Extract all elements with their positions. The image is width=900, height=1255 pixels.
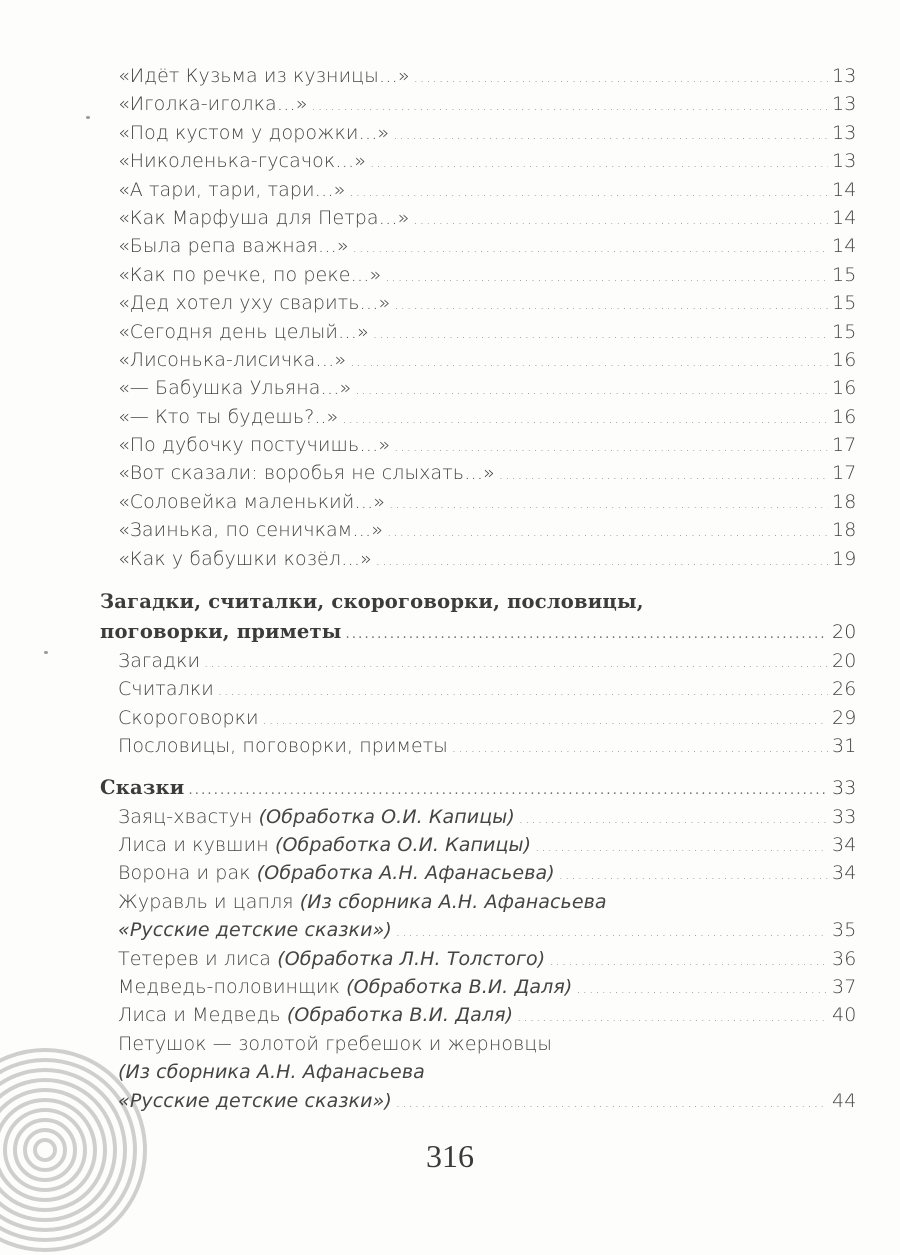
entry-page: 16 bbox=[832, 348, 857, 371]
entry-page: 18 bbox=[832, 519, 857, 542]
toc-entry-line2[interactable] bbox=[100, 1058, 850, 1086]
dot-leader bbox=[549, 948, 828, 976]
dot-leader bbox=[385, 264, 828, 292]
section-title: Загадки, считалки, скороговорки, пословицы, bbox=[100, 590, 644, 614]
toc-entry[interactable] bbox=[100, 704, 857, 732]
entry-title: «Дед хотел уху сварить…» bbox=[118, 292, 391, 315]
entry-page: 29 bbox=[832, 706, 857, 729]
dot-leader bbox=[559, 862, 828, 890]
dot-leader bbox=[394, 292, 828, 320]
entry-page: 44 bbox=[832, 1089, 857, 1112]
entry-page: 13 bbox=[832, 93, 857, 116]
dot-leader bbox=[414, 65, 828, 93]
toc-entry[interactable] bbox=[100, 119, 857, 147]
dot-leader bbox=[312, 93, 828, 121]
toc-entry[interactable] bbox=[100, 431, 857, 459]
toc-entry[interactable] bbox=[100, 289, 857, 317]
toc-entry[interactable] bbox=[100, 516, 857, 544]
entry-title: Журавль и цапля bbox=[118, 890, 294, 913]
entry-title: Заяц-хвастун bbox=[118, 805, 253, 828]
scan-speck bbox=[44, 651, 48, 654]
entry-page: 14 bbox=[832, 235, 857, 258]
toc-entry[interactable] bbox=[100, 831, 857, 859]
section-heading-riddles[interactable] bbox=[100, 617, 857, 647]
toc-entry[interactable] bbox=[100, 346, 857, 374]
section-title: Сказки bbox=[100, 775, 185, 799]
dot-leader bbox=[218, 678, 828, 706]
entry-source: (Обработка А.Н. Афанасьева) bbox=[256, 862, 555, 885]
dot-leader bbox=[349, 179, 828, 207]
entry-source: (Обработка О.И. Капицы) bbox=[274, 833, 532, 856]
toc-entry[interactable] bbox=[100, 176, 857, 204]
entry-source: (Обработка В.И. Даля) bbox=[286, 1004, 514, 1027]
entry-page: 14 bbox=[832, 178, 857, 201]
entry-page: 40 bbox=[832, 1004, 857, 1027]
entry-title: «— Бабушка Ульяна…» bbox=[118, 377, 352, 400]
toc-entry[interactable] bbox=[100, 803, 857, 831]
toc-entry[interactable] bbox=[100, 916, 857, 944]
entry-source: (Из сборника А.Н. Афанасьева bbox=[299, 890, 607, 913]
entry-page: 13 bbox=[832, 150, 857, 173]
table-of-contents bbox=[100, 62, 857, 1115]
dot-leader bbox=[188, 776, 828, 806]
entry-page: 18 bbox=[832, 490, 857, 513]
dot-leader bbox=[393, 122, 828, 150]
entry-page: 15 bbox=[832, 263, 857, 286]
toc-entry[interactable] bbox=[100, 675, 857, 703]
entry-title: Загадки bbox=[118, 650, 201, 673]
entry-page: 37 bbox=[832, 975, 857, 998]
dot-leader bbox=[519, 806, 828, 834]
entry-title: Пословицы, поговорки, приметы bbox=[118, 735, 448, 758]
toc-entry[interactable] bbox=[100, 261, 857, 289]
dot-leader bbox=[350, 349, 828, 377]
entry-page: 20 bbox=[832, 650, 857, 673]
toc-entry[interactable] bbox=[100, 545, 857, 573]
entry-title: «— Кто ты будешь?..» bbox=[118, 405, 339, 428]
entry-title: Петушок — золотой гребешок и жерновцы bbox=[118, 1032, 552, 1055]
dot-leader bbox=[387, 519, 828, 547]
dot-leader bbox=[370, 150, 828, 178]
dot-leader bbox=[535, 834, 828, 862]
entry-title: Скороговорки bbox=[118, 706, 259, 729]
entry-page: 34 bbox=[832, 862, 857, 885]
entry-title: «Вот сказали: воробья не слыхать…» bbox=[118, 462, 495, 485]
dot-leader bbox=[204, 650, 828, 678]
toc-entry[interactable] bbox=[100, 403, 857, 431]
toc-entry[interactable] bbox=[100, 232, 857, 260]
entry-source: (Из сборника А.Н. Афанасьева bbox=[118, 1061, 425, 1084]
toc-entry[interactable] bbox=[100, 204, 857, 232]
entry-title: Тетерев и лиса bbox=[118, 947, 272, 970]
entry-title: «Сегодня день целый…» bbox=[118, 320, 369, 343]
dot-leader bbox=[263, 707, 828, 735]
toc-entry[interactable] bbox=[100, 318, 857, 346]
dot-leader bbox=[396, 919, 828, 947]
entry-source: «Русские детские сказки») bbox=[118, 1089, 392, 1112]
dot-leader bbox=[499, 462, 828, 490]
dot-leader bbox=[394, 434, 828, 462]
entry-source: «Русские детские сказки») bbox=[118, 919, 392, 942]
entry-title: «Николенька-гусачок…» bbox=[118, 150, 367, 173]
entry-title: «По дубочку постучишь…» bbox=[118, 434, 391, 457]
toc-entry[interactable] bbox=[100, 647, 857, 675]
entry-page: 26 bbox=[832, 678, 857, 701]
toc-entry-line1[interactable] bbox=[100, 888, 850, 916]
toc-entry[interactable] bbox=[100, 1001, 857, 1029]
toc-entry[interactable] bbox=[100, 732, 857, 760]
entry-source: (Обработка О.И. Капицы) bbox=[258, 805, 515, 828]
entry-page: 16 bbox=[832, 377, 857, 400]
entry-title: «Была репа важная…» bbox=[118, 235, 349, 258]
entry-page: 31 bbox=[832, 735, 857, 758]
toc-entry[interactable] bbox=[100, 90, 857, 118]
entry-title: Ворона и рак bbox=[118, 862, 251, 885]
toc-entry[interactable] bbox=[100, 1087, 857, 1115]
dot-leader bbox=[355, 377, 828, 405]
entry-page: 15 bbox=[832, 320, 857, 343]
dot-leader bbox=[452, 735, 828, 763]
entry-page: 16 bbox=[832, 405, 857, 428]
entry-title: «Как у бабушки козёл…» bbox=[118, 547, 372, 570]
dot-leader bbox=[517, 1004, 828, 1032]
toc-entry[interactable] bbox=[100, 488, 857, 516]
entry-page: 15 bbox=[832, 292, 857, 315]
toc-entry[interactable] bbox=[100, 459, 857, 487]
section-page: 33 bbox=[832, 776, 857, 799]
dot-leader bbox=[376, 548, 828, 576]
entry-title: «Как по речке, по реке…» bbox=[118, 263, 382, 286]
entry-page: 34 bbox=[832, 833, 857, 856]
toc-entry-line1[interactable] bbox=[100, 1030, 850, 1058]
section-heading-riddles-line1[interactable] bbox=[100, 587, 850, 617]
entry-page: 13 bbox=[832, 65, 857, 87]
toc-entry[interactable] bbox=[100, 62, 857, 90]
entry-title: Медведь-половинщик bbox=[118, 975, 340, 998]
entry-title: «Идёт Кузьма из кузницы…» bbox=[118, 65, 410, 87]
entry-title: «Соловейка маленький…» bbox=[118, 490, 386, 513]
toc-entry[interactable] bbox=[100, 945, 857, 973]
toc-entry[interactable] bbox=[100, 859, 857, 887]
entry-page: 35 bbox=[832, 919, 857, 942]
dot-leader bbox=[342, 406, 828, 434]
entry-title: Лиса и кувшин bbox=[118, 833, 269, 856]
dot-leader bbox=[414, 207, 829, 235]
entry-title: «А тари, тари, тари…» bbox=[118, 178, 346, 201]
entry-title: «Как Марфуша для Петра…» bbox=[118, 206, 410, 229]
dot-leader bbox=[346, 620, 829, 650]
dot-leader bbox=[373, 321, 828, 349]
entry-page: 17 bbox=[832, 462, 857, 485]
dot-leader bbox=[576, 976, 828, 1004]
entry-page: 36 bbox=[832, 947, 857, 970]
section-heading-fairy-tales[interactable] bbox=[100, 773, 857, 803]
dot-leader bbox=[353, 235, 828, 263]
dot-leader bbox=[389, 491, 828, 519]
entry-title: Считалки bbox=[118, 678, 214, 701]
entry-title: «Заинька, по сеничкам…» bbox=[118, 519, 384, 542]
entry-page: 19 bbox=[832, 547, 857, 570]
scan-speck bbox=[86, 116, 90, 119]
entry-source: (Обработка Л.Н. Толстого) bbox=[277, 947, 546, 970]
entry-source: (Обработка В.И. Даля) bbox=[346, 975, 573, 998]
entry-page: 33 bbox=[832, 805, 857, 828]
toc-entry[interactable] bbox=[100, 374, 857, 402]
toc-entry[interactable] bbox=[100, 973, 857, 1001]
page-number: 316 bbox=[426, 1138, 474, 1174]
entry-title: «Под кустом у дорожки…» bbox=[118, 121, 390, 144]
entry-title: «Иголка-иголка…» bbox=[118, 93, 308, 116]
entry-title: «Лисонька-лисичка…» bbox=[118, 348, 347, 371]
section-page: 20 bbox=[832, 621, 857, 644]
entry-page: 17 bbox=[832, 434, 857, 457]
entry-title: Лиса и Медведь bbox=[118, 1004, 281, 1027]
section-title: поговорки, приметы bbox=[100, 620, 342, 644]
dot-leader bbox=[396, 1090, 828, 1118]
toc-entry[interactable] bbox=[100, 147, 857, 175]
entry-page: 13 bbox=[832, 121, 857, 144]
entry-page: 14 bbox=[832, 206, 857, 229]
